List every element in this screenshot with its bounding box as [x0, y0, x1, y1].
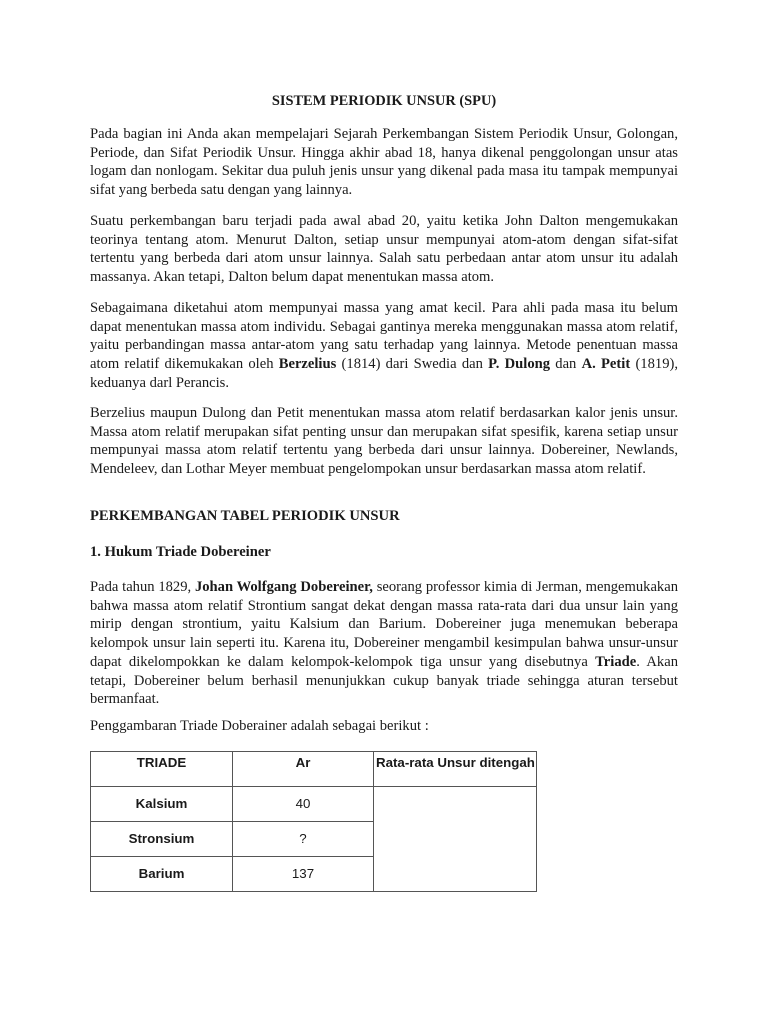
triade-table: [90, 751, 537, 892]
paragraph-penggambaran: Penggambaran Triade Doberainer adalah sebagai berikut :: [90, 718, 429, 734]
text-run: (1819), keduanya darl Perancis.: [90, 356, 678, 391]
table-cell: [91, 857, 233, 892]
cell-barium-ar: 137: [291, 866, 315, 881]
bold-triade: Triade: [595, 653, 637, 670]
header-ar: Ar: [295, 755, 311, 770]
text-run: . Akan tetapi, Dobereiner belum berhasil menunjukkan cukup banyak triade sehingga aturan tersebut bermanfaat.: [90, 653, 679, 708]
paragraph-dobereiner: [90, 578, 678, 709]
text-run: dan: [550, 356, 582, 373]
section-heading: PERKEMBANGAN TABEL PERIODIK UNSUR: [90, 508, 400, 524]
table-header-cell: [233, 752, 374, 787]
cell-kalsium-ar: 40: [295, 796, 311, 811]
subsection-heading: 1. Hukum Triade Dobereiner: [90, 544, 271, 560]
header-rata-rata: Rata-rata Unsur ditengah: [376, 755, 535, 770]
text-run: Sebagaimana diketahui atom mempunyai massa yang amat kecil. Para ahli pada masa itu belum dapat menentukan massa atom individu. Sebagai gantinya mereka menggunakan massa atom relatif, yaitu perbandingan massa antar-atom yang satu terhadap yang lainnya. Metode penentuan massa atom relatif dikemukakan oleh: [90, 300, 678, 373]
paragraph-massa-atom: [90, 299, 678, 393]
bold-dulong: P. Dulong: [488, 356, 551, 373]
text-run: (1814) dari Swedia dan: [336, 356, 489, 373]
page-title: SISTEM PERIODIK UNSUR (SPU): [271, 93, 497, 109]
table-cell: [233, 822, 374, 857]
bold-dobereiner: Johan Wolfgang Dobereiner,: [194, 579, 373, 595]
table-cell: [91, 822, 233, 857]
cell-stronsium-ar: ?: [299, 831, 307, 846]
table-header-cell: [374, 752, 537, 787]
table-row: [91, 787, 537, 822]
header-triade: TRIADE: [136, 755, 187, 770]
table-header-row: [91, 752, 537, 787]
paragraph-dalton: Suatu perkembangan baru terjadi pada awal abad 20, yaitu ketika John Dalton mengemukakan teorinya tentang atom. Menurut Dalton, setiap unsur mempunyai atom-atom dengan sifat-sifat tertentu yang berbeda dari atom unsur lainnya. Salah satu perbedaan antar atom unsur itu adalah massanya. Akan tetapi, Dalton belum dapat menentukan massa atom.: [90, 213, 678, 286]
table-cell: [91, 787, 233, 822]
bold-berzelius: Berzelius: [278, 356, 337, 373]
paragraph-intro: Pada bagian ini Anda akan mempelajari Sejarah Perkembangan Sistem Periodik Unsur, Golongan, Periode, dan Sifat Periodik Unsur. Hingga akhir abad 18, hanya dikenal penggolongan unsur atas logam dan nonlogam. Sekitar dua puluh jenis unsur yang dikenal pada masa itu tampak mempunyai sifat yang berbeda satu dengan yang lainnya.: [90, 126, 678, 199]
cell-kalsium: Kalsium: [135, 796, 188, 811]
text-run: Pada tahun 1829,: [90, 579, 195, 595]
paragraph-kalor-jenis: Berzelius maupun Dulong dan Petit menentukan massa atom relatif berdasarkan kalor jenis unsur. Massa atom relatif merupakan sifat penting unsur dan merupakan sifat spesifik, karena setiap unsur mempunyai massa atom relatif tertentu yang berbeda dari unsur lainnya. Dobereiner, Newlands, Mendeleev, dan Lothar Meyer membuat pengelompokan unsur berdasarkan massa atom relatif.: [90, 405, 678, 478]
cell-stronsium: Stronsium: [128, 831, 195, 846]
table-cell: [233, 857, 374, 892]
text-run: seorang professor kimia di Jerman, mengemukakan bahwa massa atom relatif Strontium sangat dekat dengan massa rata-rata dari dua unsur lain yang mirip dengan strontium, yaitu Kalsium dan Barium. Dobereiner juga menemukan beberapa kelompok unsur lain seperti itu. Karena itu, Dobereiner mengambil kesimpulan bahwa unsur-unsur dapat dikelompokkan ke dalam kelompok-kelompok tiga unsur yang disebutnya: [90, 579, 679, 670]
table-cell: [233, 787, 374, 822]
bold-petit: A. Petit: [581, 356, 631, 373]
table-cell-merged: [374, 787, 537, 892]
table-header-cell: [91, 752, 233, 787]
cell-barium: Barium: [138, 866, 185, 881]
